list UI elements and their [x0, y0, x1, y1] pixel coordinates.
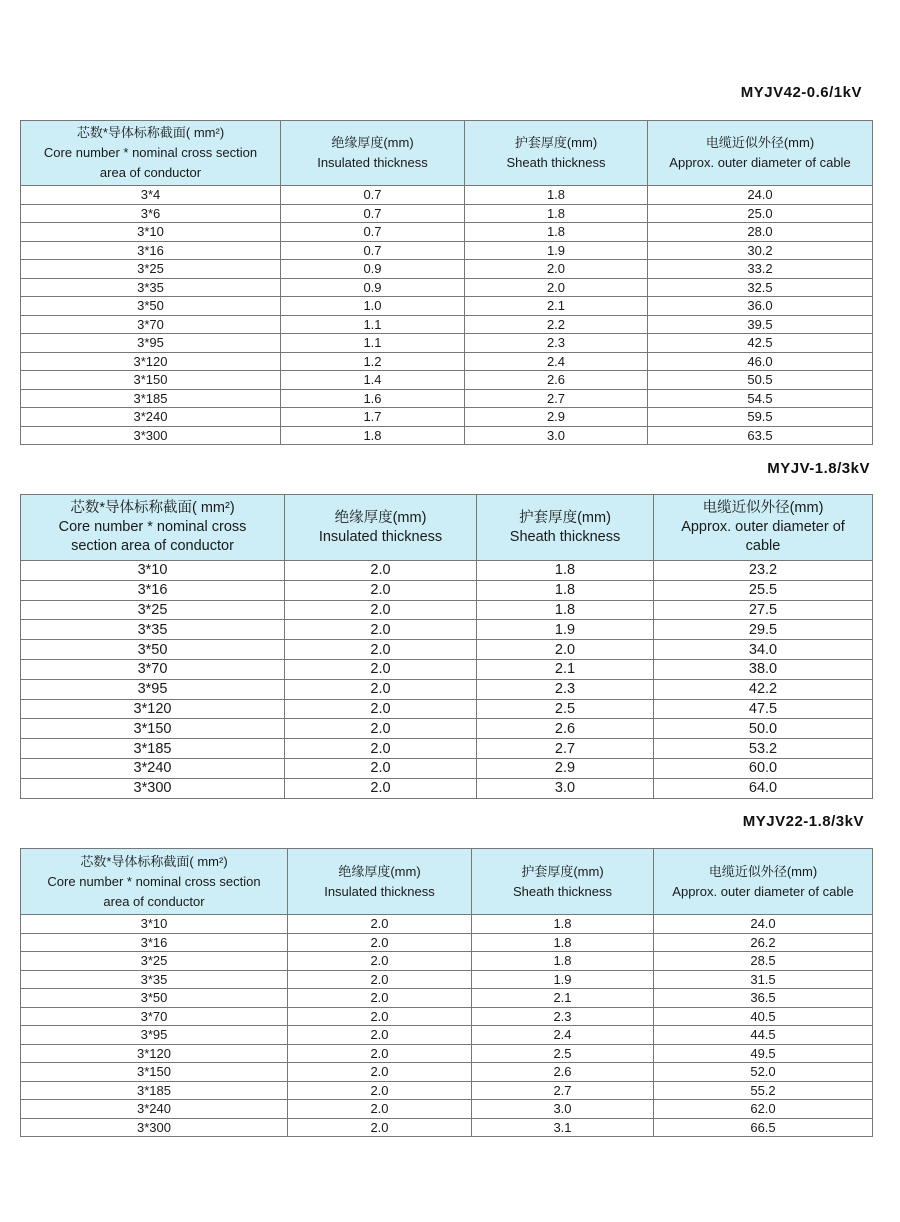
table-row [21, 389, 873, 408]
table-row [21, 223, 873, 242]
table-row [21, 659, 873, 679]
cell-outer-diameter: 24.0 [654, 915, 873, 934]
cell-insulation-thickness: 0.7 [281, 204, 465, 223]
cell-insulation-thickness: 2.0 [288, 1026, 472, 1045]
cell-core-section: 3*95 [21, 1026, 288, 1045]
cell-core-section: 3*240 [21, 758, 285, 778]
cell-outer-diameter: 55.2 [654, 1081, 873, 1100]
cell-insulation-thickness: 2.0 [288, 933, 472, 952]
cell-core-section: 3*25 [21, 600, 285, 620]
cell-sheath-thickness: 2.9 [477, 758, 654, 778]
cell-core-section: 3*120 [21, 1044, 288, 1063]
cell-core-section: 3*70 [21, 1007, 288, 1026]
cell-insulation-thickness: 2.0 [285, 679, 477, 699]
cell-sheath-thickness: 2.6 [472, 1063, 654, 1082]
cell-insulation-thickness: 0.7 [281, 241, 465, 260]
cell-insulation-thickness: 2.0 [285, 561, 477, 581]
table-row [21, 600, 873, 620]
table-row [21, 970, 873, 989]
table-row [21, 334, 873, 353]
table-body [21, 915, 873, 1137]
table-row [21, 315, 873, 334]
cell-outer-diameter: 23.2 [654, 561, 873, 581]
cell-sheath-thickness: 1.8 [465, 186, 648, 205]
spec-table [20, 120, 873, 445]
cell-insulation-thickness: 2.0 [285, 580, 477, 600]
table-row [21, 352, 873, 371]
cell-core-section: 3*4 [21, 186, 281, 205]
cell-insulation-thickness: 0.7 [281, 223, 465, 242]
cell-sheath-thickness: 2.3 [465, 334, 648, 353]
cell-outer-diameter: 28.5 [654, 952, 873, 971]
cell-sheath-thickness: 2.4 [465, 352, 648, 371]
cell-insulation-thickness: 2.0 [285, 659, 477, 679]
cell-core-section: 3*6 [21, 204, 281, 223]
cell-core-section: 3*95 [21, 334, 281, 353]
cell-sheath-thickness: 1.9 [465, 241, 648, 260]
cell-insulation-thickness: 1.7 [281, 408, 465, 427]
cell-outer-diameter: 66.5 [654, 1118, 873, 1137]
cell-insulation-thickness: 2.0 [288, 1044, 472, 1063]
cell-sheath-thickness: 3.1 [472, 1118, 654, 1137]
table-row [21, 1044, 873, 1063]
table-row [21, 915, 873, 934]
cell-outer-diameter: 59.5 [648, 408, 873, 427]
cell-sheath-thickness: 1.8 [477, 600, 654, 620]
cell-sheath-thickness: 2.1 [477, 659, 654, 679]
cell-insulation-thickness: 2.0 [285, 699, 477, 719]
cell-outer-diameter: 46.0 [648, 352, 873, 371]
cell-insulation-thickness: 1.1 [281, 334, 465, 353]
table-row [21, 719, 873, 739]
table-row [21, 241, 873, 260]
cell-core-section: 3*16 [21, 580, 285, 600]
cell-core-section: 3*150 [21, 1063, 288, 1082]
cell-core-section: 3*10 [21, 223, 281, 242]
table-row [21, 408, 873, 427]
cell-insulation-thickness: 2.0 [288, 915, 472, 934]
cell-sheath-thickness: 2.0 [465, 260, 648, 279]
header-core-number: 芯数*导体标称截面( mm²) Core number * nominal cross section area of conductor [21, 121, 281, 186]
cell-core-section: 3*185 [21, 739, 285, 759]
cell-core-section: 3*16 [21, 241, 281, 260]
cell-core-section: 3*50 [21, 297, 281, 316]
cell-insulation-thickness: 2.0 [288, 952, 472, 971]
header-insulation: 绝缘厚度(mm) Insulated thickness [288, 849, 472, 915]
cell-core-section: 3*240 [21, 1100, 288, 1119]
cell-core-section: 3*185 [21, 389, 281, 408]
cell-outer-diameter: 39.5 [648, 315, 873, 334]
header-outer-diameter: 电缆近似外径(mm) Approx. outer diameter of cable [648, 121, 873, 186]
cell-sheath-thickness: 1.8 [472, 933, 654, 952]
cell-insulation-thickness: 2.0 [288, 1063, 472, 1082]
cell-sheath-thickness: 3.0 [477, 778, 654, 798]
table-row [21, 679, 873, 699]
cell-insulation-thickness: 1.0 [281, 297, 465, 316]
cell-outer-diameter: 33.2 [648, 260, 873, 279]
cell-sheath-thickness: 2.7 [465, 389, 648, 408]
cell-insulation-thickness: 2.0 [285, 758, 477, 778]
cell-insulation-thickness: 2.0 [285, 739, 477, 759]
cell-sheath-thickness: 2.5 [472, 1044, 654, 1063]
cell-insulation-thickness: 2.0 [288, 970, 472, 989]
cell-core-section: 3*240 [21, 408, 281, 427]
table-row [21, 580, 873, 600]
cell-sheath-thickness: 1.8 [465, 204, 648, 223]
table-row [21, 278, 873, 297]
cell-core-section: 3*25 [21, 952, 288, 971]
table-row [21, 739, 873, 759]
cell-outer-diameter: 30.2 [648, 241, 873, 260]
table-row [21, 1026, 873, 1045]
cell-sheath-thickness: 2.4 [472, 1026, 654, 1045]
header-sheath: 护套厚度(mm) Sheath thickness [465, 121, 648, 186]
cell-insulation-thickness: 2.0 [285, 600, 477, 620]
cell-insulation-thickness: 1.1 [281, 315, 465, 334]
cell-insulation-thickness: 0.7 [281, 186, 465, 205]
cell-core-section: 3*300 [21, 778, 285, 798]
table-row [21, 758, 873, 778]
cell-core-section: 3*300 [21, 1118, 288, 1137]
model-title: MYJV42-0.6/1kV [740, 84, 862, 101]
cell-sheath-thickness: 2.6 [477, 719, 654, 739]
cell-sheath-thickness: 2.1 [472, 989, 654, 1008]
cell-outer-diameter: 63.5 [648, 426, 873, 445]
table-row [21, 1100, 873, 1119]
spec-table [20, 494, 873, 799]
cell-core-section: 3*70 [21, 659, 285, 679]
cell-sheath-thickness: 2.3 [472, 1007, 654, 1026]
cell-outer-diameter: 25.5 [654, 580, 873, 600]
table-row [21, 1063, 873, 1082]
table-row [21, 778, 873, 798]
table-row [21, 989, 873, 1008]
cell-outer-diameter: 42.2 [654, 679, 873, 699]
table-header-row [21, 849, 873, 915]
cell-insulation-thickness: 0.9 [281, 278, 465, 297]
cell-sheath-thickness: 2.0 [477, 640, 654, 660]
table-row [21, 1081, 873, 1100]
table-header-row [21, 495, 873, 561]
cell-sheath-thickness: 3.0 [465, 426, 648, 445]
table-row [21, 620, 873, 640]
cell-outer-diameter: 60.0 [654, 758, 873, 778]
cell-outer-diameter: 36.0 [648, 297, 873, 316]
table-row [21, 371, 873, 390]
cell-core-section: 3*50 [21, 989, 288, 1008]
spec-table [20, 848, 873, 1137]
cell-core-section: 3*16 [21, 933, 288, 952]
cell-outer-diameter: 62.0 [654, 1100, 873, 1119]
cell-sheath-thickness: 1.8 [465, 223, 648, 242]
cell-core-section: 3*35 [21, 620, 285, 640]
cell-outer-diameter: 32.5 [648, 278, 873, 297]
header-core-number: 芯数*导体标称截面( mm²) Core number * nominal cross section area of conductor [21, 849, 288, 915]
cell-insulation-thickness: 2.0 [288, 1118, 472, 1137]
model-title: MYJV-1.8/3kV [767, 460, 870, 477]
header-insulation: 绝缘厚度(mm) Insulated thickness [281, 121, 465, 186]
cell-insulation-thickness: 0.9 [281, 260, 465, 279]
cell-core-section: 3*120 [21, 352, 281, 371]
header-outer-diameter: 电缆近似外径(mm) Approx. outer diameter of cable [654, 495, 873, 561]
cell-outer-diameter: 53.2 [654, 739, 873, 759]
table-row [21, 204, 873, 223]
table-row [21, 297, 873, 316]
cell-outer-diameter: 52.0 [654, 1063, 873, 1082]
cell-sheath-thickness: 2.2 [465, 315, 648, 334]
table-row [21, 260, 873, 279]
cell-outer-diameter: 38.0 [654, 659, 873, 679]
table-row [21, 699, 873, 719]
table-row [21, 426, 873, 445]
cell-insulation-thickness: 2.0 [288, 1100, 472, 1119]
cell-core-section: 3*150 [21, 371, 281, 390]
cell-sheath-thickness: 1.9 [477, 620, 654, 640]
cell-outer-diameter: 34.0 [654, 640, 873, 660]
table-row [21, 186, 873, 205]
cell-outer-diameter: 50.0 [654, 719, 873, 739]
cell-insulation-thickness: 2.0 [285, 640, 477, 660]
table-row [21, 1007, 873, 1026]
cell-outer-diameter: 24.0 [648, 186, 873, 205]
cell-core-section: 3*300 [21, 426, 281, 445]
cell-outer-diameter: 42.5 [648, 334, 873, 353]
cell-sheath-thickness: 2.6 [465, 371, 648, 390]
cell-core-section: 3*35 [21, 970, 288, 989]
cell-outer-diameter: 28.0 [648, 223, 873, 242]
cell-core-section: 3*150 [21, 719, 285, 739]
header-sheath: 护套厚度(mm) Sheath thickness [477, 495, 654, 561]
cell-core-section: 3*95 [21, 679, 285, 699]
cell-insulation-thickness: 2.0 [288, 1007, 472, 1026]
cell-sheath-thickness: 2.1 [465, 297, 648, 316]
cell-outer-diameter: 50.5 [648, 371, 873, 390]
cell-core-section: 3*50 [21, 640, 285, 660]
cell-insulation-thickness: 2.0 [285, 778, 477, 798]
table-body [21, 186, 873, 445]
cell-outer-diameter: 29.5 [654, 620, 873, 640]
cell-sheath-thickness: 2.9 [465, 408, 648, 427]
cell-insulation-thickness: 2.0 [288, 1081, 472, 1100]
cell-outer-diameter: 26.2 [654, 933, 873, 952]
cell-insulation-thickness: 1.4 [281, 371, 465, 390]
cell-insulation-thickness: 1.6 [281, 389, 465, 408]
header-sheath: 护套厚度(mm) Sheath thickness [472, 849, 654, 915]
table-row [21, 1118, 873, 1137]
cell-core-section: 3*25 [21, 260, 281, 279]
cell-sheath-thickness: 1.8 [477, 580, 654, 600]
cell-outer-diameter: 47.5 [654, 699, 873, 719]
cell-insulation-thickness: 2.0 [288, 989, 472, 1008]
cell-outer-diameter: 31.5 [654, 970, 873, 989]
cell-sheath-thickness: 2.3 [477, 679, 654, 699]
cell-sheath-thickness: 2.7 [477, 739, 654, 759]
cell-outer-diameter: 54.5 [648, 389, 873, 408]
table-row [21, 933, 873, 952]
model-title: MYJV22-1.8/3kV [742, 813, 864, 830]
cell-outer-diameter: 49.5 [654, 1044, 873, 1063]
table-row [21, 640, 873, 660]
cell-insulation-thickness: 1.8 [281, 426, 465, 445]
cell-sheath-thickness: 1.8 [477, 561, 654, 581]
cell-outer-diameter: 36.5 [654, 989, 873, 1008]
cell-core-section: 3*10 [21, 561, 285, 581]
cell-insulation-thickness: 2.0 [285, 719, 477, 739]
cell-sheath-thickness: 2.7 [472, 1081, 654, 1100]
cell-outer-diameter: 44.5 [654, 1026, 873, 1045]
cell-sheath-thickness: 1.9 [472, 970, 654, 989]
table-body [21, 561, 873, 799]
cell-sheath-thickness: 1.8 [472, 915, 654, 934]
cell-core-section: 3*120 [21, 699, 285, 719]
cell-outer-diameter: 25.0 [648, 204, 873, 223]
cell-outer-diameter: 64.0 [654, 778, 873, 798]
cell-core-section: 3*185 [21, 1081, 288, 1100]
cell-insulation-thickness: 2.0 [285, 620, 477, 640]
header-core-number: 芯数*导体标称截面( mm²) Core number * nominal cross section area of conductor [21, 495, 285, 561]
cell-outer-diameter: 40.5 [654, 1007, 873, 1026]
cell-core-section: 3*35 [21, 278, 281, 297]
cell-sheath-thickness: 2.5 [477, 699, 654, 719]
table-header-row [21, 121, 873, 186]
cell-core-section: 3*10 [21, 915, 288, 934]
cell-sheath-thickness: 2.0 [465, 278, 648, 297]
table-row [21, 561, 873, 581]
header-outer-diameter: 电缆近似外径(mm) Approx. outer diameter of cable [654, 849, 873, 915]
header-insulation: 绝缘厚度(mm) Insulated thickness [285, 495, 477, 561]
table-row [21, 952, 873, 971]
cell-core-section: 3*70 [21, 315, 281, 334]
cell-sheath-thickness: 3.0 [472, 1100, 654, 1119]
cell-outer-diameter: 27.5 [654, 600, 873, 620]
cell-insulation-thickness: 1.2 [281, 352, 465, 371]
cell-sheath-thickness: 1.8 [472, 952, 654, 971]
